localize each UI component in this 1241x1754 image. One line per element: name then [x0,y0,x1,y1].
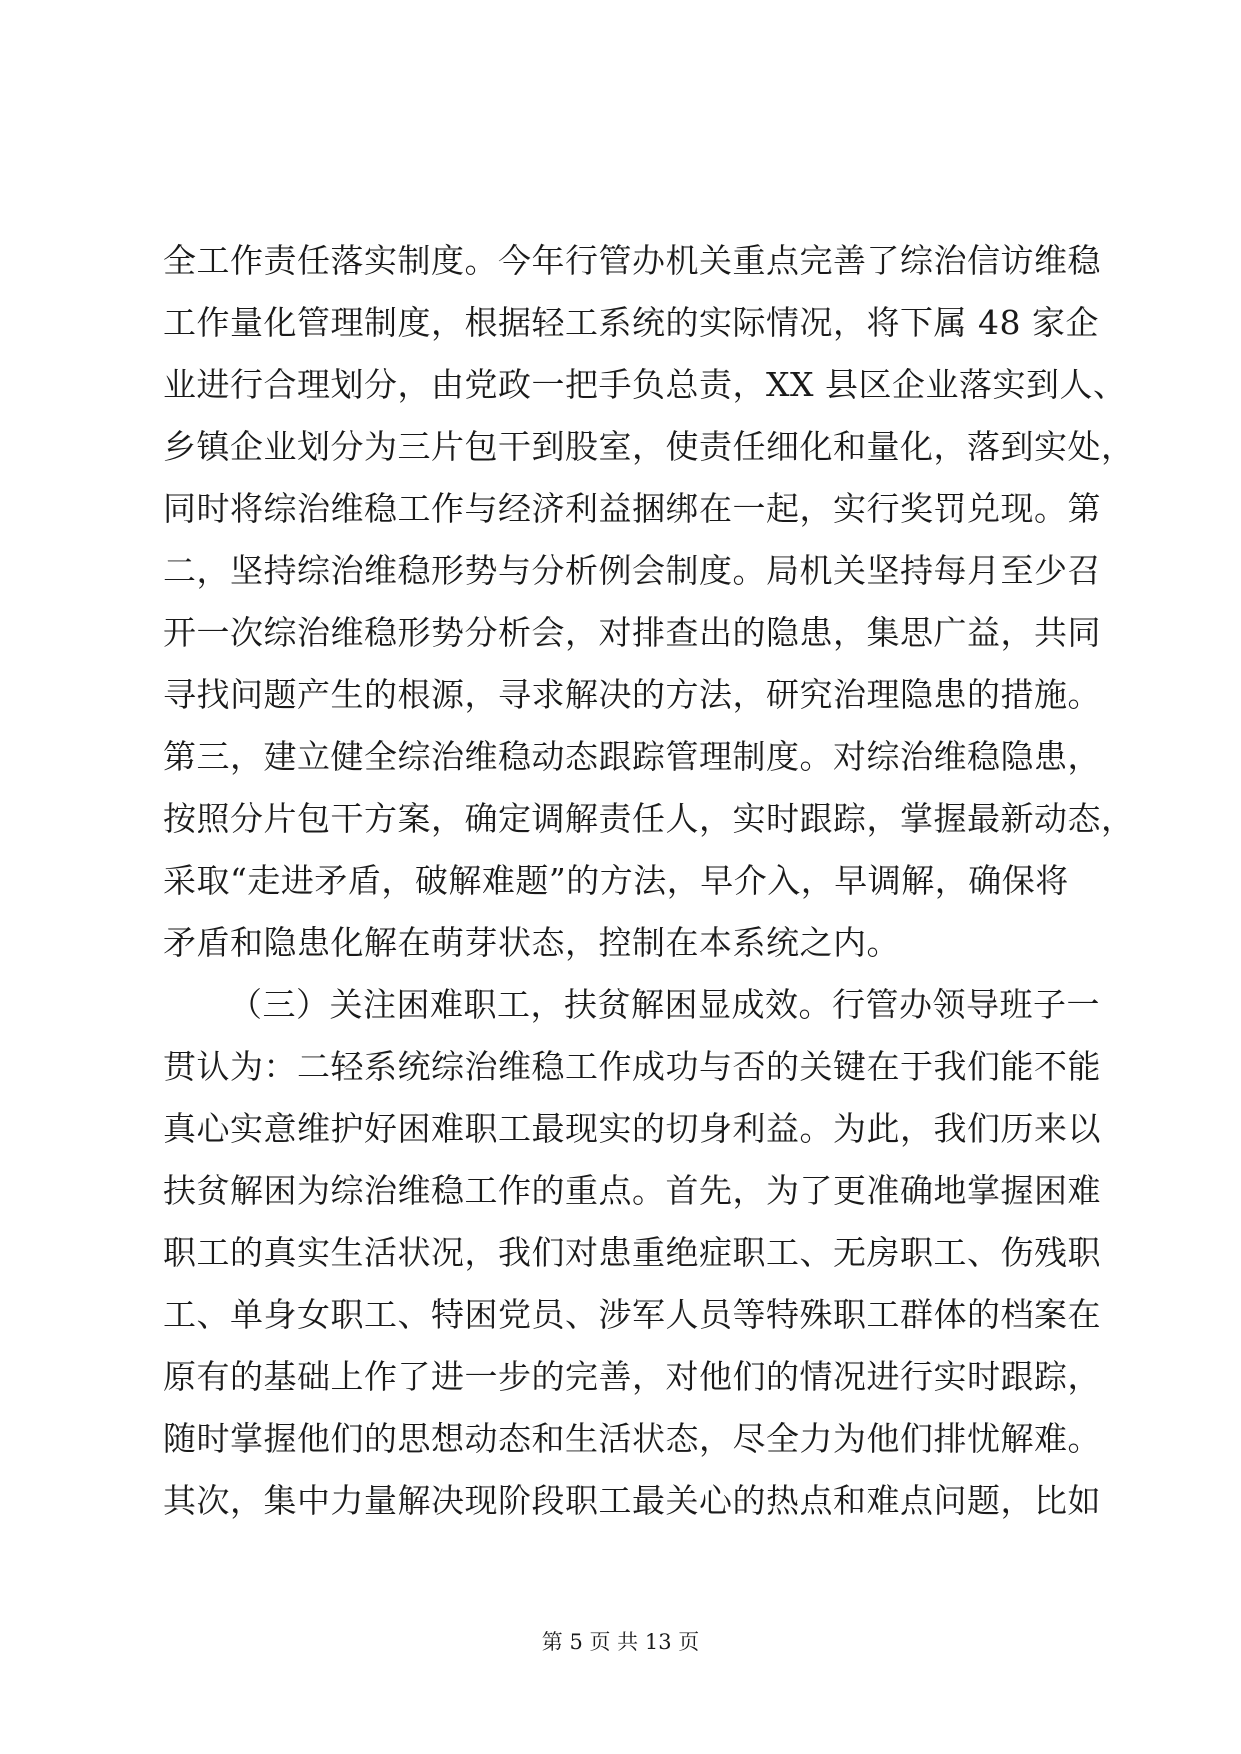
text-line: 按照分片包干方案，确定调解责任人，实时跟踪，掌握最新动态， [163,799,1135,838]
text-line: 二，坚持综治维稳形势与分析例会制度。局机关坚持每月至少召 [163,551,1101,590]
text-line: 同时将综治维稳工作与经济利益捆绑在一起，实行奖罚兑现。第 [163,489,1101,528]
text-line: 采取“走进矛盾，破解难题”的方法，早介入，早调解，确保将 [163,861,1069,900]
text-line: 开一次综治维稳形势分析会，对排查出的隐患，集思广益，共同 [163,613,1101,652]
text-line: 原有的基础上作了进一步的完善，对他们的情况进行实时跟踪， [163,1357,1101,1396]
text-line: 扶贫解困为综治维稳工作的重点。首先，为了更准确地掌握困难 [163,1171,1101,1210]
text-line: 职工的真实生活状况，我们对患重绝症职工、无房职工、伤残职 [163,1233,1101,1272]
text-line: 矛盾和隐患化解在萌芽状态，控制在本系统之内。 [163,923,900,962]
body-text [163,230,1135,1532]
text-line: 随时掌握他们的思想动态和生活状态，尽全力为他们排忧解难。 [163,1419,1101,1458]
text-line: 寻找问题产生的根源，寻求解决的方法，研究治理隐患的措施。 [163,675,1101,714]
text-line: 真心实意维护好困难职工最现实的切身利益。为此，我们历来以 [163,1109,1101,1148]
text-line: 乡镇企业划分为三片包干到股室，使责任细化和量化，落到实处， [163,427,1135,466]
page-footer: 第 5 页 共 13 页 [541,1630,700,1654]
text-line: 全工作责任落实制度。今年行管办机关重点完善了综治信访维稳 [163,241,1101,280]
text-line: 其次，集中力量解决现阶段职工最关心的热点和难点问题，比如 [163,1481,1101,1520]
text-line: 第三，建立健全综治维稳动态跟踪管理制度。对综治维稳隐患， [163,737,1101,776]
text-line: 工作量化管理制度，根据轻工系统的实际情况，将下属 48 家企 [163,303,1099,342]
section-heading-line: （三）关注困难职工，扶贫解困显成效。行管办领导班子一 [229,985,1100,1024]
text-line: 贯认为：二轻系统综治维稳工作成功与否的关键在于我们能不能 [163,1047,1101,1086]
text-line: 业进行合理划分，由党政一把手负总责，XX 县区企业落实到人、 [163,365,1127,404]
text-line: 工、单身女职工、特困党员、涉军人员等特殊职工群体的档案在 [163,1295,1101,1334]
